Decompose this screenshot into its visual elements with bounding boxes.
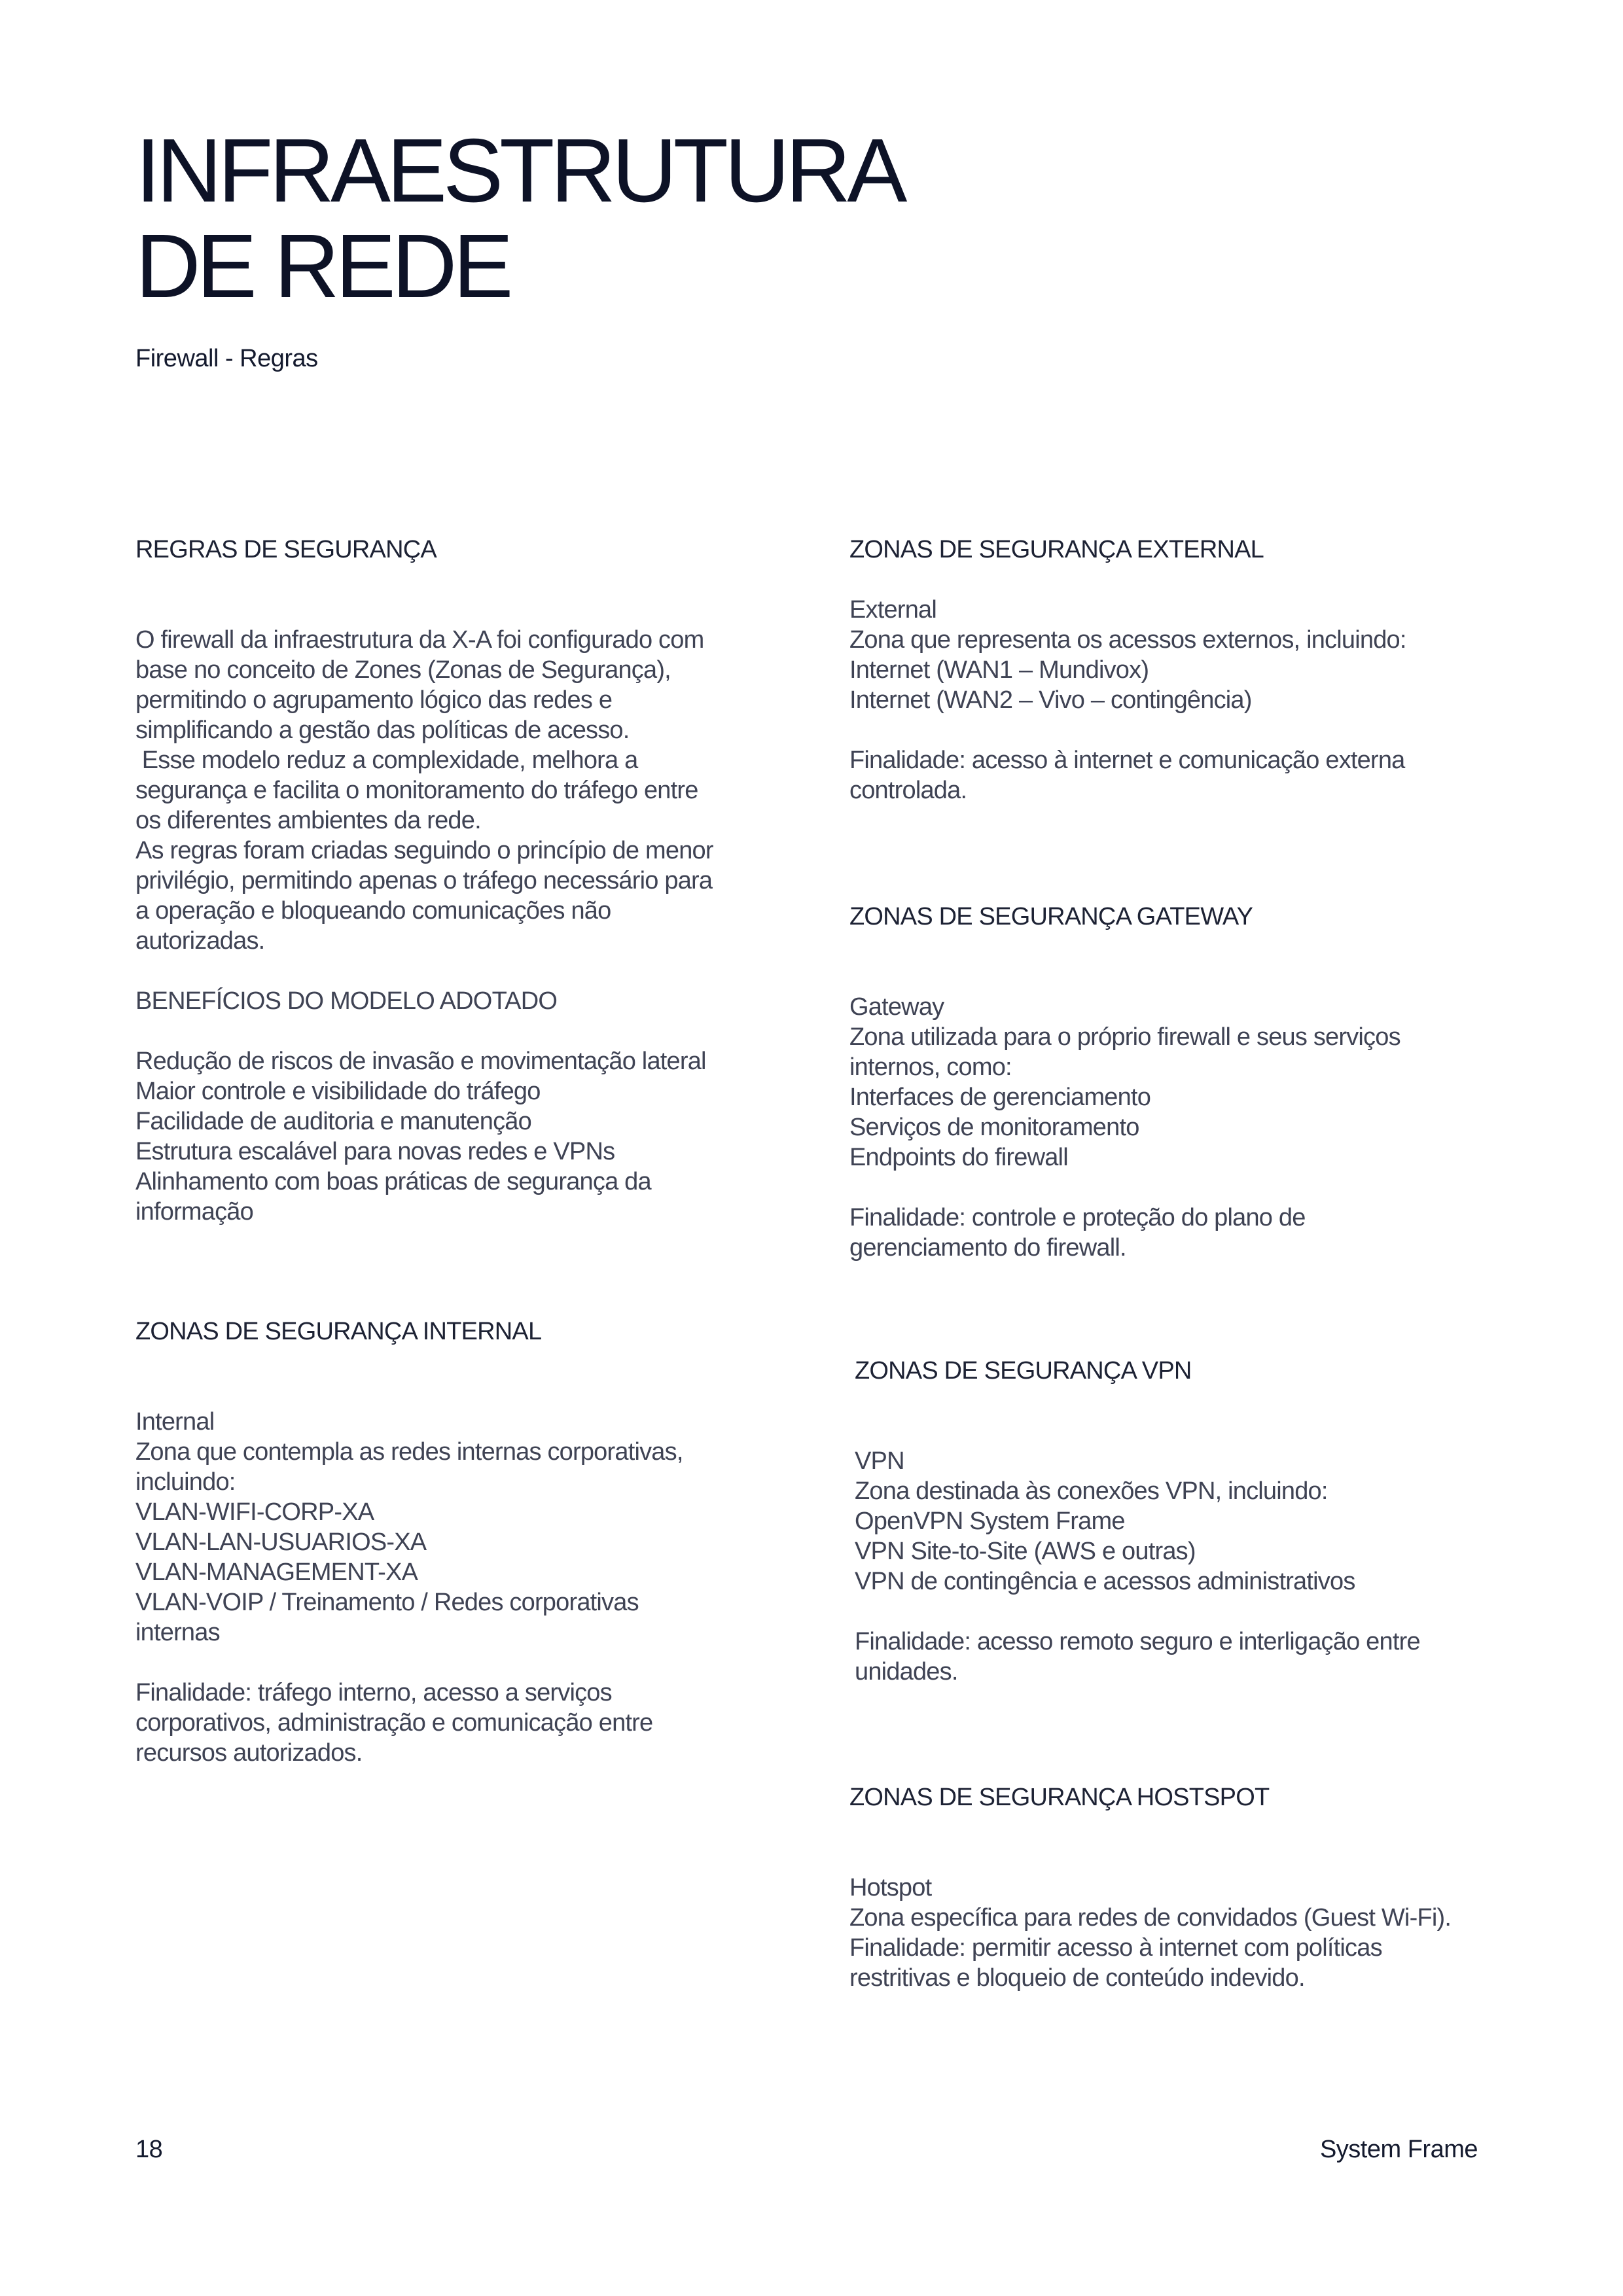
zone-line: Serviços de monitoramento <box>849 1114 1139 1141</box>
section-heading-hotspot: ZONAS DE SEGURANÇA HOSTSPOT <box>849 1784 1270 1811</box>
finalidade-line: Finalidade: tráfego interno, acesso a serviços <box>135 1679 612 1706</box>
zone-line: VPN de contingência e acessos administrativos <box>855 1568 1355 1595</box>
zone-line: VLAN-WIFI-CORP-XA <box>135 1498 374 1526</box>
list-item: Maior controle e visibilidade do tráfego <box>135 1078 541 1105</box>
zone-line: Interfaces de gerenciamento <box>849 1084 1151 1111</box>
zone-line: VPN <box>855 1447 904 1475</box>
zone-line: VLAN-LAN-USUARIOS-XA <box>135 1528 427 1556</box>
section-heading-regras: REGRAS DE SEGURANÇA <box>135 536 437 563</box>
finalidade-line: Finalidade: acesso remoto seguro e interligação entre <box>855 1628 1420 1655</box>
page-title-line-1: INFRAESTRUTURA <box>135 120 904 221</box>
zone-line: Internal <box>135 1408 215 1436</box>
zone-line: Endpoints do firewall <box>849 1144 1068 1171</box>
footer-brand: System Frame <box>1319 2136 1478 2163</box>
list-item: informação <box>135 1198 253 1226</box>
paragraph-line: Esse modelo reduz a complexidade, melhora a <box>135 747 638 774</box>
zone-line: internos, como: <box>849 1053 1012 1081</box>
paragraph-line: base no conceito de Zones (Zonas de Segurança), <box>135 656 671 684</box>
page-title <box>135 120 904 317</box>
finalidade-line: controlada. <box>849 777 967 804</box>
zone-line: Finalidade: permitir acesso à internet com políticas <box>849 1934 1382 1962</box>
page-subtitle: Firewall - Regras <box>135 345 318 372</box>
section-heading-gateway: ZONAS DE SEGURANÇA GATEWAY <box>849 903 1253 930</box>
zone-line: internas <box>135 1619 220 1646</box>
zone-line: VLAN-VOIP / Treinamento / Redes corporativas <box>135 1589 639 1616</box>
paragraph-line: os diferentes ambientes da rede. <box>135 807 481 834</box>
section-external <box>849 535 1406 805</box>
zone-line: restritivas e bloqueio de conteúdo indevido. <box>849 1964 1305 1992</box>
section-heading-vpn: ZONAS DE SEGURANÇA VPN <box>855 1357 1192 1385</box>
paragraph-line: autorizadas. <box>135 927 265 955</box>
zone-line: External <box>849 596 937 624</box>
page-number: 18 <box>135 2136 163 2163</box>
paragraph-line: segurança e facilita o monitoramento do tráfego entre <box>135 777 698 804</box>
zone-line: VLAN-MANAGEMENT-XA <box>135 1559 418 1586</box>
zone-line: Zona utilizada para o próprio firewall e seus serviços <box>849 1023 1400 1051</box>
page-title-line-2: DE REDE <box>135 216 510 317</box>
list-item: Estrutura escalável para novas redes e VPNs <box>135 1138 615 1165</box>
section-regras <box>135 535 713 1227</box>
zone-line: Zona destinada às conexões VPN, incluindo: <box>855 1477 1328 1505</box>
zone-line: Zona que representa os acessos externos, incluindo: <box>849 626 1406 654</box>
finalidade-line: Finalidade: acesso à internet e comunicação externa <box>849 747 1405 774</box>
zone-line: VPN Site-to-Site (AWS e outras) <box>855 1538 1196 1565</box>
finalidade-line: gerenciamento do firewall. <box>849 1234 1126 1262</box>
section-heading-internal: ZONAS DE SEGURANÇA INTERNAL <box>135 1318 542 1345</box>
section-internal <box>135 1316 683 1768</box>
section-heading-beneficios: BENEFÍCIOS DO MODELO ADOTADO <box>135 987 558 1015</box>
finalidade-line: corporativos, administração e comunicação entre <box>135 1709 653 1737</box>
zone-line: Zona que contempla as redes internas corporativas, <box>135 1438 683 1466</box>
zone-line: incluindo: <box>135 1468 236 1496</box>
section-hotspot <box>849 1782 1451 1993</box>
section-vpn <box>855 1356 1420 1687</box>
list-item: Redução de riscos de invasão e movimentação lateral <box>135 1048 706 1075</box>
paragraph-line: a operação e bloqueando comunicações não <box>135 897 611 925</box>
zone-line: Internet (WAN2 – Vivo – contingência) <box>849 686 1252 714</box>
finalidade-line: recursos autorizados. <box>135 1739 363 1767</box>
section-heading-external: ZONAS DE SEGURANÇA EXTERNAL <box>849 536 1264 563</box>
zone-line: OpenVPN System Frame <box>855 1508 1125 1535</box>
list-item: Facilidade de auditoria e manutenção <box>135 1108 531 1135</box>
finalidade-line: Finalidade: controle e proteção do plano de <box>849 1204 1306 1231</box>
paragraph-line: privilégio, permitindo apenas o tráfego necessário para <box>135 867 713 894</box>
zone-line: Hotspot <box>849 1874 932 1901</box>
zone-line: Zona específica para redes de convidados (Guest Wi-Fi). <box>849 1904 1452 1932</box>
finalidade-line: unidades. <box>855 1658 958 1686</box>
zone-line: Internet (WAN1 – Mundivox) <box>849 656 1149 684</box>
zone-line: Gateway <box>849 993 944 1021</box>
paragraph-line: As regras foram criadas seguindo o princípio de menor <box>135 837 713 864</box>
list-item: Alinhamento com boas práticas de segurança da <box>135 1168 651 1195</box>
paragraph-line: simplificando a gestão das políticas de acesso. <box>135 716 630 744</box>
paragraph-line: permitindo o agrupamento lógico das redes e <box>135 686 613 714</box>
section-gateway <box>849 902 1400 1263</box>
paragraph-line: O firewall da infraestrutura da X-A foi configurado com <box>135 626 704 654</box>
